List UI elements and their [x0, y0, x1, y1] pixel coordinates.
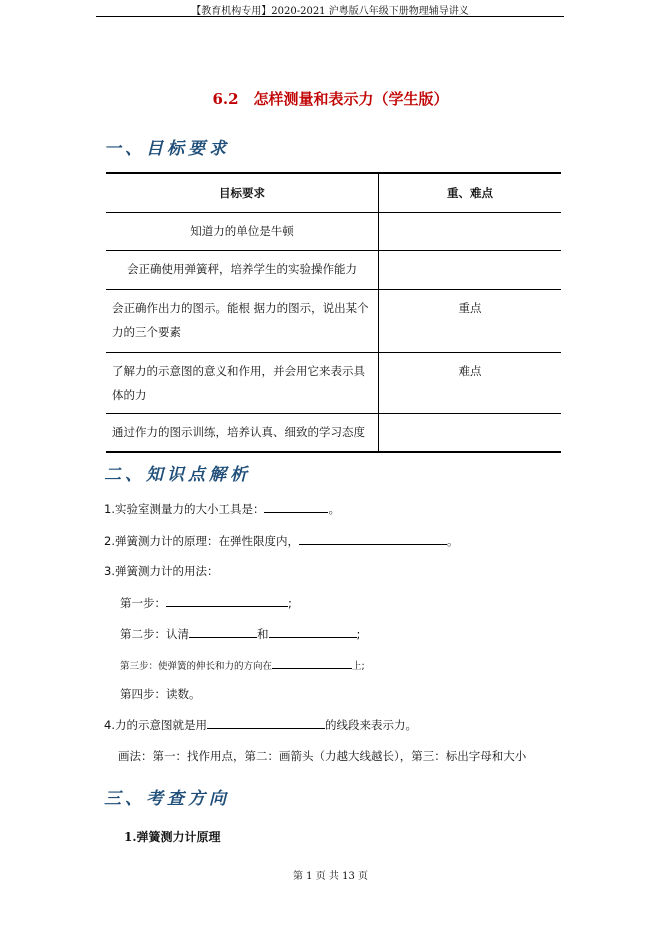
item-2-end: 。 — [446, 534, 459, 548]
item-4-text: 4.力的示意图就是用 — [104, 718, 207, 732]
answer-blank[interactable] — [166, 594, 288, 607]
step-1-text: 第一步： — [120, 596, 166, 610]
item-1-end: 。 — [328, 502, 340, 516]
table-cell-level — [379, 251, 562, 290]
table-cell-goal: 知道力的单位是牛顿 — [106, 213, 379, 251]
header-divider — [96, 16, 564, 17]
table-header-row — [106, 173, 561, 213]
step-3 — [120, 656, 365, 672]
table-cell-level: 难点 — [379, 353, 562, 414]
page-footer: 第 1 页 共 13 页 — [293, 871, 368, 882]
answer-blank[interactable] — [264, 500, 328, 513]
knowledge-item-4 — [104, 716, 417, 733]
table-cell-level — [379, 213, 562, 251]
section-heading-knowledge: 二、知识点解析 — [104, 465, 251, 485]
table-row — [106, 251, 561, 290]
drawing-method: 画法：第一：找作用点，第二：画箭头（力越大线越长），第三：标出字母和大小 — [118, 749, 527, 763]
item-2-text: 2.弹簧测力计的原理：在弹性限度内， — [104, 534, 299, 548]
table-cell-goal: 会正确作出力的图示。能根 据力的图示，说出某个力的三个要素 — [106, 290, 379, 353]
answer-blank[interactable] — [269, 625, 357, 638]
step-1-end: ; — [288, 596, 292, 610]
knowledge-item-2 — [104, 532, 458, 549]
step-3-end: 上; — [352, 661, 365, 672]
knowledge-item-1 — [104, 500, 340, 517]
answer-blank[interactable] — [272, 656, 352, 669]
step-2 — [120, 625, 360, 642]
table-cell-goal: 会正确使用弹簧秤，培养学生的实验操作能力 — [106, 251, 379, 290]
step-4: 第四步：读数。 — [120, 687, 201, 701]
table-cell-goal: 通过作力的图示训练，培养认真、细致的学习态度 — [106, 414, 379, 453]
step-3-text: 第三步：使弹簧的伸长和力的方向在 — [120, 661, 273, 672]
section-heading-exam: 三、考查方向 — [104, 789, 230, 809]
table-header-goal: 目标要求 — [106, 173, 379, 213]
table-cell-level — [379, 414, 562, 453]
section-heading-goals: 一、目标要求 — [104, 139, 230, 159]
step-2-and: 和 — [257, 627, 269, 641]
page-header: 【教育机构专用】2020-2021 沪粤版八年级下册物理辅导讲义 — [191, 6, 469, 17]
step-1 — [120, 594, 292, 611]
item-1-text: 1.实验室测量力的大小工具是： — [104, 502, 265, 516]
answer-blank[interactable] — [299, 532, 447, 545]
table-cell-level: 重点 — [379, 290, 562, 353]
table-row — [106, 353, 561, 414]
table-row — [106, 290, 561, 353]
table-row — [106, 213, 561, 251]
table-header-level: 重、难点 — [379, 173, 562, 213]
knowledge-item-3: 3.弹簧测力计的用法： — [104, 564, 219, 578]
document-title: 6.2 怎样测量和表示力（学生版） — [212, 90, 449, 108]
step-2-end: ; — [356, 627, 361, 641]
step-2-text: 第二步：认清 — [120, 627, 189, 641]
item-4-end: 的线段来表示力。 — [324, 718, 417, 732]
answer-blank[interactable] — [189, 625, 257, 638]
table-cell-goal: 了解力的示意图的意义和作用，并会用它来表示具体的力 — [106, 353, 379, 414]
subheading: 1.弹簧测力计原理 — [124, 830, 221, 844]
goals-table — [106, 172, 561, 453]
answer-blank[interactable] — [207, 716, 325, 729]
table-row — [106, 414, 561, 453]
